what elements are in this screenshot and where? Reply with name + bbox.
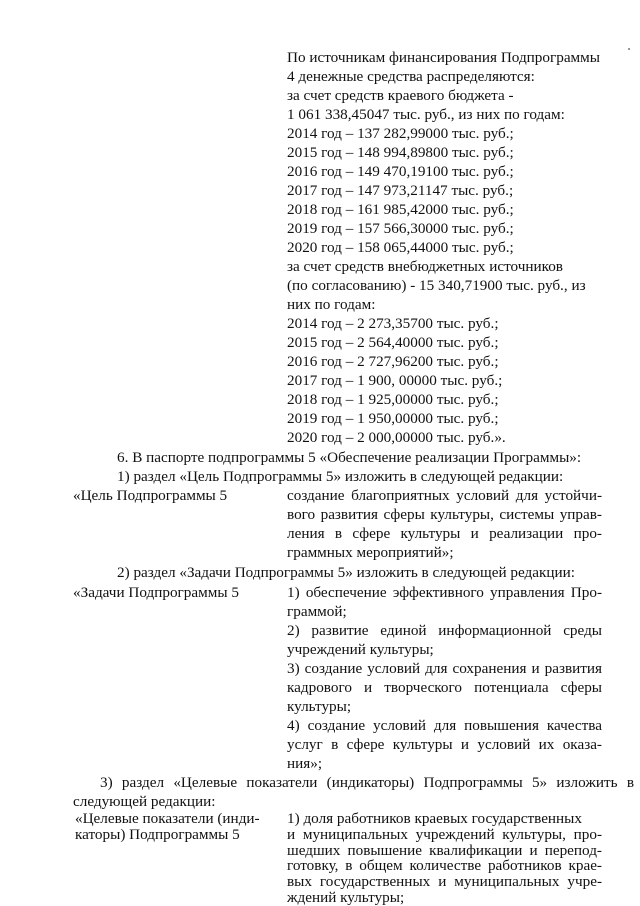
section-2-line: кадрового и творческого потенциала сферы (287, 679, 602, 696)
section-2-line: учреждений культуры; (287, 641, 434, 658)
offbudget-year-line: 2019 год – 1 950,00000 тыс. руб.; (287, 410, 499, 427)
regional-year-line: 2016 год – 149 470,19100 тыс. руб.; (287, 163, 514, 180)
section-1-line: создание благоприятных условий для устойчи- (287, 487, 602, 504)
offbudget-intro-line: (по согласованию) - 15 340,71900 тыс. руб., из (287, 277, 586, 294)
offbudget-year-line: 2014 год – 2 273,35700 тыс. руб.; (287, 315, 499, 332)
section-3-label: каторы) Подпрограммы 5 (75, 825, 240, 843)
section-3-line: вых государственных и муниципальных учре- (287, 873, 602, 891)
regional-year-line: 2018 год – 161 985,42000 тыс. руб.; (287, 201, 514, 218)
financing-intro-line: 1 061 338,45047 тыс. руб., из них по годам: (287, 106, 565, 123)
financing-intro-line: за счет средств краевого бюджета - (287, 87, 514, 104)
regional-year-line: 2020 год – 158 065,44000 тыс. руб.; (287, 239, 514, 256)
offbudget-year-line: 2017 год – 1 900, 00000 тыс. руб.; (287, 372, 503, 389)
section-2-line: 4) создание условий для повышения качества (287, 717, 602, 734)
financing-intro-line: По источникам финансирования Подпрограммы (287, 49, 600, 66)
financing-intro-line: 4 денежные средства распределяются: (287, 68, 535, 85)
section-3-line: 1) доля работников краевых государственных (287, 810, 582, 827)
section-2-line: 3) создание условий для сохранения и развития (287, 660, 602, 677)
section-2-heading: 2) раздел «Задачи Подпрограммы 5» изложить в следующей редакции: (117, 564, 575, 581)
offbudget-intro-line: за счет средств внебюджетных источников (287, 258, 563, 275)
section-3-line: ждений культуры; (287, 889, 405, 906)
regional-year-line: 2015 год – 148 994,89800 тыс. руб.; (287, 144, 514, 161)
section-2-line: граммой; (287, 603, 347, 620)
section-2-line: ния»; (287, 755, 323, 772)
offbudget-year-line: 2015 год – 2 564,40000 тыс. руб.; (287, 334, 499, 351)
regional-year-line: 2014 год – 137 282,99000 тыс. руб.; (287, 125, 514, 142)
section-1-line: граммных мероприятий»; (287, 544, 454, 561)
section-1-heading: 1) раздел «Цель Подпрограммы 5» изложить в следующей редакции: (117, 468, 564, 485)
offbudget-intro-line: них по годам: (287, 296, 376, 313)
section-2-label: «Задачи Подпрограммы 5 (73, 584, 239, 601)
scan-speck (628, 48, 630, 50)
regional-year-line: 2017 год – 147 973,21147 тыс. руб.; (287, 182, 514, 199)
section-2-line: 1) обеспечение эффективного управления Про- (287, 584, 602, 601)
offbudget-year-line: 2018 год – 1 925,00000 тыс. руб.; (287, 391, 499, 408)
section-1-line: ления в сфере культуры и реализации про- (287, 525, 602, 542)
section-2-line: культуры; (287, 698, 352, 715)
section-3-label: «Целевые показатели (инди- (75, 810, 260, 827)
section-2-line: 2) развитие единой информационной среды (287, 622, 602, 639)
section-2-line: услуг в сфере культуры и условий их оказа- (287, 736, 602, 753)
section-3-line: готовку, в общем количестве работников крае- (287, 857, 602, 875)
offbudget-year-line: 2020 год – 2 000,00000 тыс. руб.». (287, 429, 506, 446)
section-3-heading: 3) раздел «Целевые показатели (индикаторы) Подпрограммы 5» изложить в (100, 774, 634, 791)
item-6-heading: 6. В паспорте подпрограммы 5 «Обеспечение реализации Программы»: (117, 449, 582, 466)
section-3-line: и муниципальных учреждений культуры, про- (287, 825, 602, 843)
section-1-label: «Цель Подпрограммы 5 (73, 487, 228, 504)
section-3-heading-cont: следующей редакции: (73, 793, 216, 810)
section-3-line: шедших повышение квалификации и перепод- (287, 841, 602, 859)
offbudget-year-line: 2016 год – 2 727,96200 тыс. руб.; (287, 353, 499, 370)
section-1-line: вого развития сферы культуры, системы управ- (287, 506, 602, 523)
regional-year-line: 2019 год – 157 566,30000 тыс. руб.; (287, 220, 514, 237)
